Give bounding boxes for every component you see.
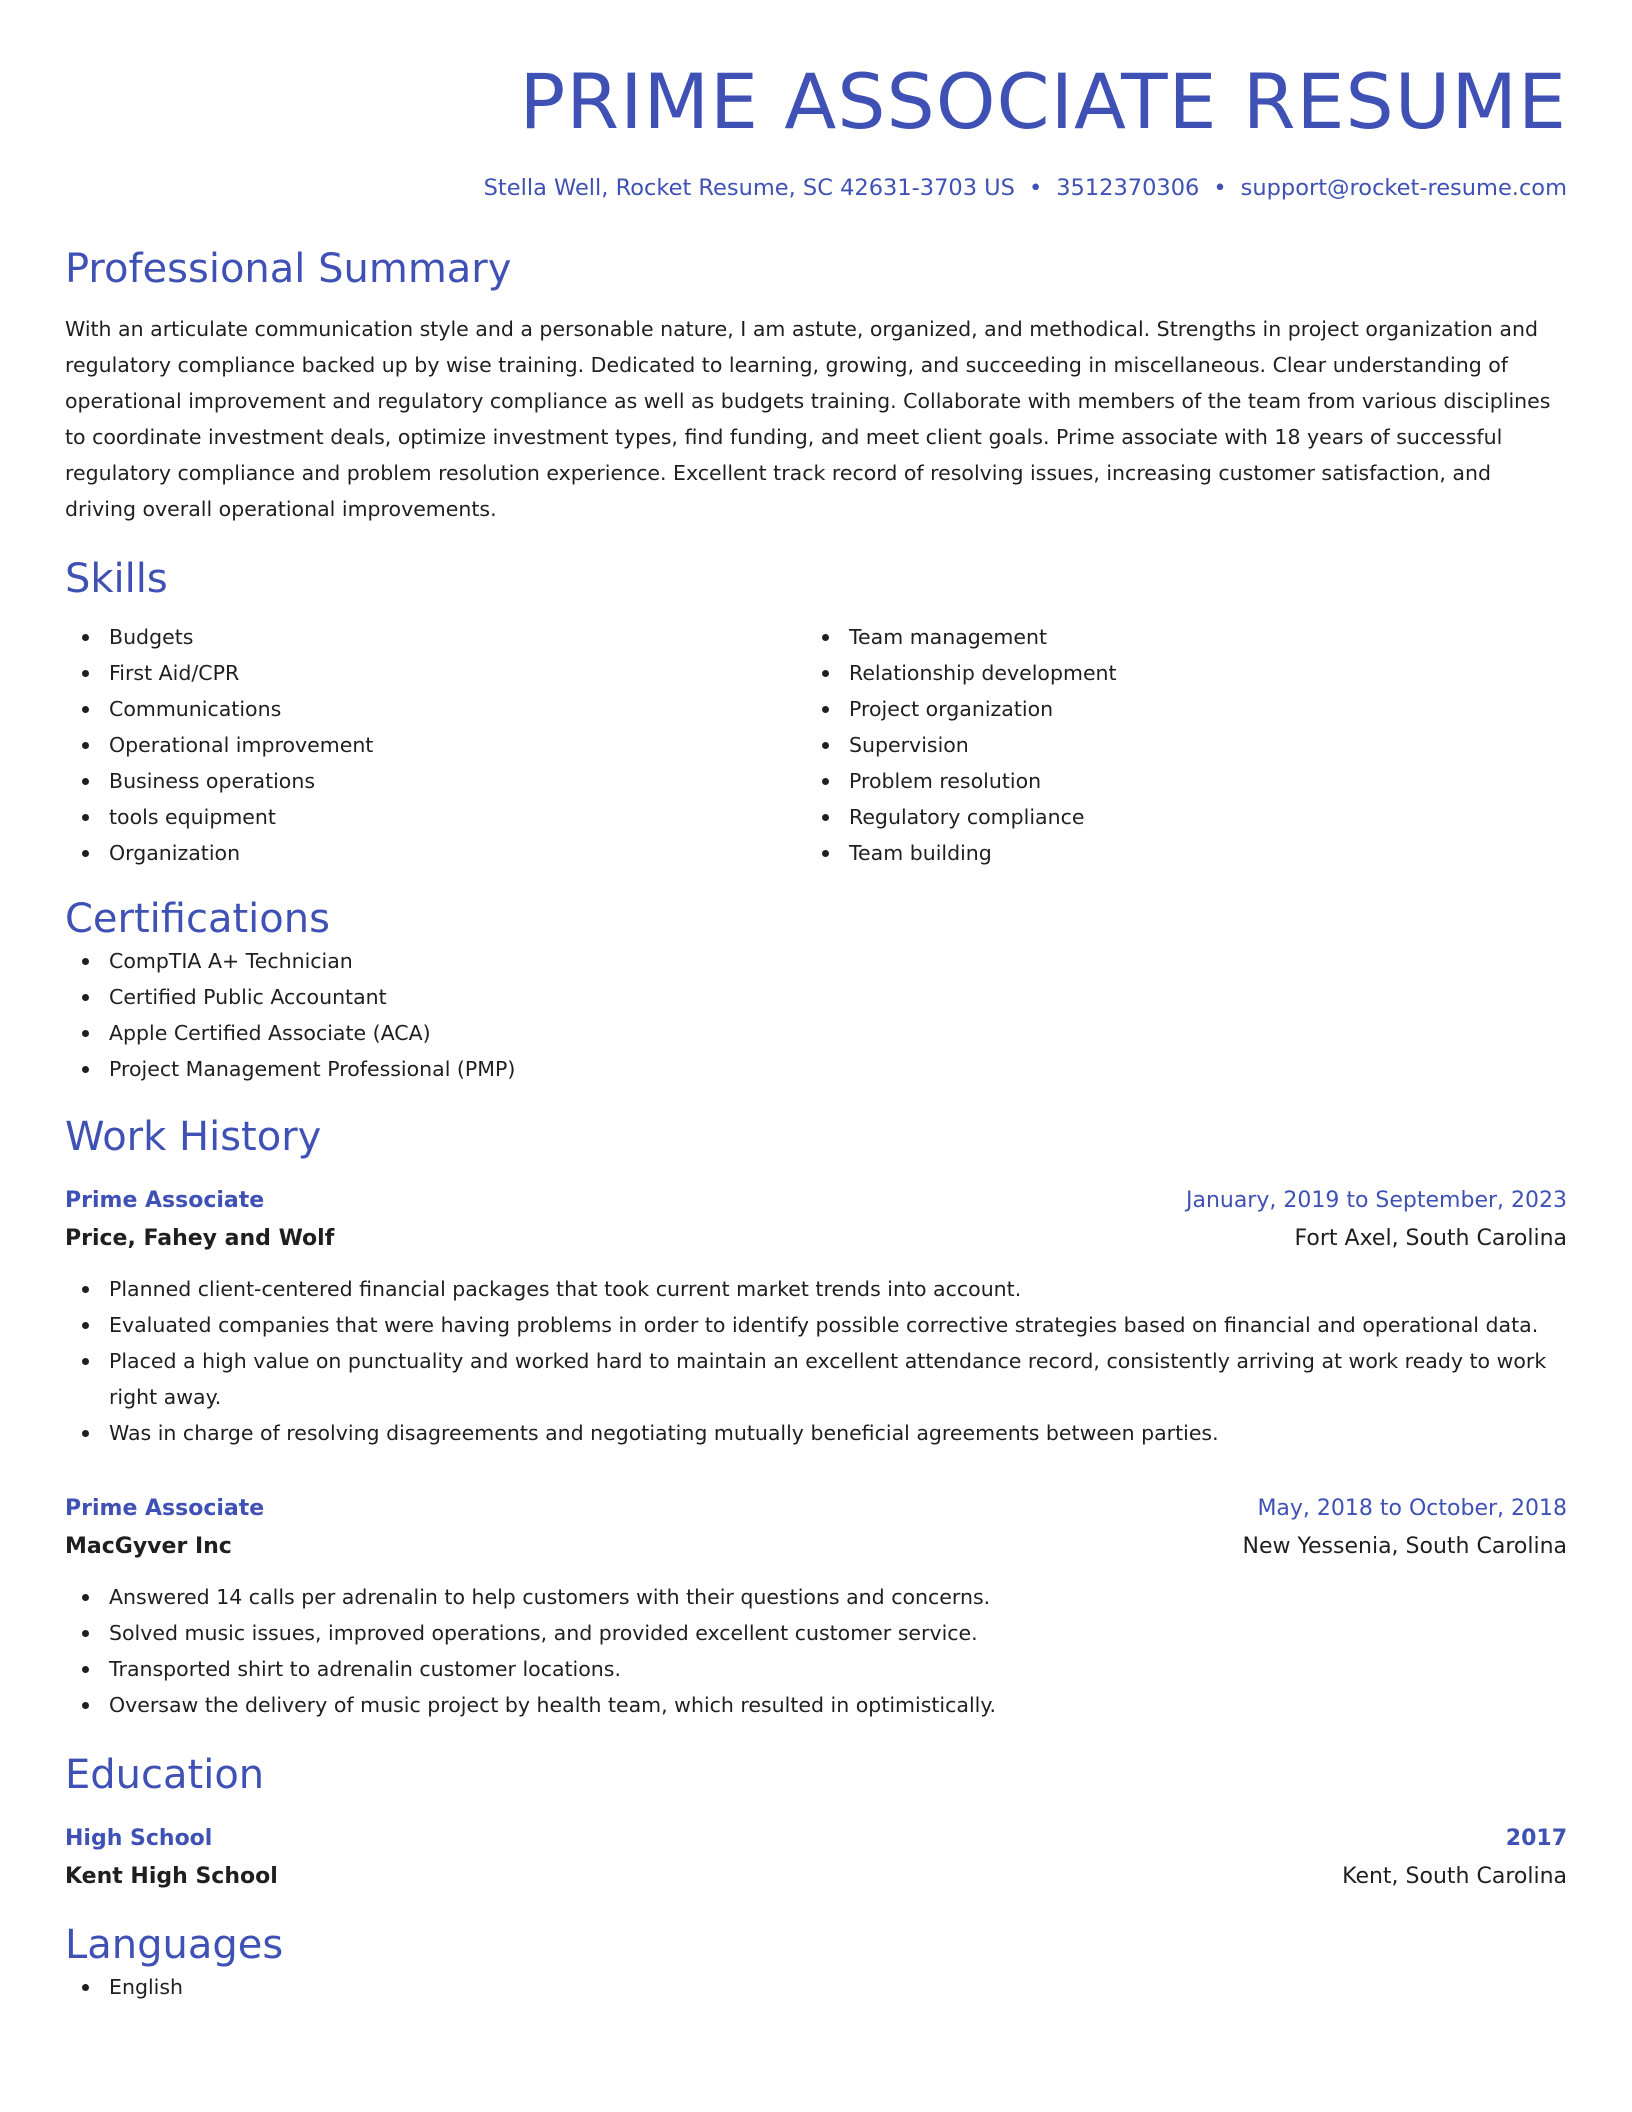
certification-item: Certified Public Accountant — [65, 979, 1567, 1015]
certification-item: CompTIA A+ Technician — [65, 943, 1567, 979]
section-title-summary: Professional Summary — [65, 245, 512, 292]
job-bullet: Was in charge of resolving disagreements and negotiating mutually beneficial agreements between parties. — [65, 1415, 1567, 1451]
job-entry — [65, 1491, 1567, 1723]
resume-header — [65, 54, 1567, 205]
work-history-section — [65, 1113, 1567, 1723]
certifications-list — [65, 943, 1567, 1087]
education-degree-row — [65, 1821, 1567, 1857]
education-school-row — [65, 1857, 1567, 1897]
job-bullet: Solved music issues, improved operations, and provided excellent customer service. — [65, 1615, 1567, 1651]
contact-separator: • — [1213, 175, 1227, 201]
skill-item: Business operations — [65, 763, 805, 799]
language-item: English — [65, 1969, 1567, 2005]
summary-text: With an articulate communication style and a personable nature, I am astute, organized, and methodical. Strengths in project organization and regulatory compliance backed up by wise training. Dedicated to learning, growing, and succeeding in miscellaneous. Clear understanding of operational improvement and regulatory compliance as well as budgets training. Collaborate with members of the team from various disciplines to coordinate investment deals, optimize investment types, find funding, and meet client goals. Prime associate with 18 years of successful regulatory compliance and problem resolution experience. Excellent track record of resolving issues, increasing customer satisfaction, and driving overall operational improvements. — [65, 316, 1551, 521]
skill-item: Regulatory compliance — [805, 799, 1545, 835]
skill-item: Relationship development — [805, 655, 1545, 691]
skill-item: Problem resolution — [805, 763, 1545, 799]
job-company: Price, Fahey and Wolf — [65, 1225, 335, 1251]
section-title-certifications: Certifications — [65, 895, 330, 942]
job-bullet: Evaluated companies that were having problems in order to identify possible corrective strategies based on financial and operational data. — [65, 1307, 1567, 1343]
skill-item: Team building — [805, 835, 1545, 871]
job-dates: May, 2018 to October, 2018 — [1257, 1495, 1567, 1521]
job-bullets — [65, 1579, 1567, 1723]
job-location: New Yessenia, South Carolina — [1242, 1533, 1567, 1559]
job-dates: January, 2019 to September, 2023 — [1185, 1187, 1567, 1213]
education-year: 2017 — [1505, 1825, 1567, 1851]
contact-email: support@rocket-resume.com — [1240, 175, 1567, 201]
skills-column-right — [805, 619, 1545, 871]
languages-section — [65, 1921, 1567, 2005]
job-title-row — [65, 1491, 1567, 1527]
job-bullet: Answered 14 calls per adrenalin to help customers with their questions and concerns. — [65, 1579, 1567, 1615]
skills-grid — [65, 619, 1567, 871]
skills-column-left — [65, 619, 805, 871]
job-location: Fort Axel, South Carolina — [1294, 1225, 1567, 1251]
job-bullet: Transported shirt to adrenalin customer locations. — [65, 1651, 1567, 1687]
contact-address: Stella Well, Rocket Resume, SC 42631-3703 US — [483, 175, 1015, 201]
skill-item: First Aid/CPR — [65, 655, 805, 691]
job-company-row — [65, 1219, 1567, 1259]
education-degree: High School — [65, 1825, 213, 1851]
skill-item: Budgets — [65, 619, 805, 655]
skill-item: Team management — [805, 619, 1545, 655]
job-title: Prime Associate — [65, 1495, 265, 1521]
job-bullet: Planned client-centered financial packages that took current market trends into account. — [65, 1271, 1567, 1307]
summary-section — [65, 245, 1567, 527]
contact-separator: • — [1028, 175, 1043, 201]
section-title-languages: Languages — [65, 1921, 284, 1968]
section-title-work-history: Work History — [65, 1113, 322, 1160]
education-entry — [65, 1821, 1567, 1897]
skill-item: Project organization — [805, 691, 1545, 727]
job-bullet: Placed a high value on punctuality and worked hard to maintain an excellent attendance record, consistently arriving at work ready to work right away. — [65, 1343, 1567, 1415]
job-entry — [65, 1183, 1567, 1451]
section-title-skills: Skills — [65, 555, 168, 602]
section-title-education: Education — [65, 1751, 265, 1798]
skill-item: Supervision — [805, 727, 1545, 763]
languages-list — [65, 1969, 1567, 2005]
certification-item: Apple Certified Associate (ACA) — [65, 1015, 1567, 1051]
job-company: MacGyver Inc — [65, 1533, 232, 1559]
skill-item: Communications — [65, 691, 805, 727]
job-bullets — [65, 1271, 1567, 1451]
resume-title: PRIME ASSOCIATE RESUME — [519, 57, 1567, 146]
education-section — [65, 1751, 1567, 1897]
education-location: Kent, South Carolina — [1342, 1863, 1567, 1889]
skill-item: Operational improvement — [65, 727, 805, 763]
contact-phone: 3512370306 — [1056, 175, 1200, 201]
job-bullet: Oversaw the delivery of music project by health team, which resulted in optimistically. — [65, 1687, 1567, 1723]
certifications-section — [65, 895, 1567, 1087]
job-title-row — [65, 1183, 1567, 1219]
skill-item: tools equipment — [65, 799, 805, 835]
certification-item: Project Management Professional (PMP) — [65, 1051, 1567, 1087]
skills-section — [65, 555, 1567, 871]
job-company-row — [65, 1527, 1567, 1567]
contact-line — [65, 173, 1567, 205]
education-school: Kent High School — [65, 1863, 278, 1889]
job-title: Prime Associate — [65, 1187, 265, 1213]
skill-item: Organization — [65, 835, 805, 871]
